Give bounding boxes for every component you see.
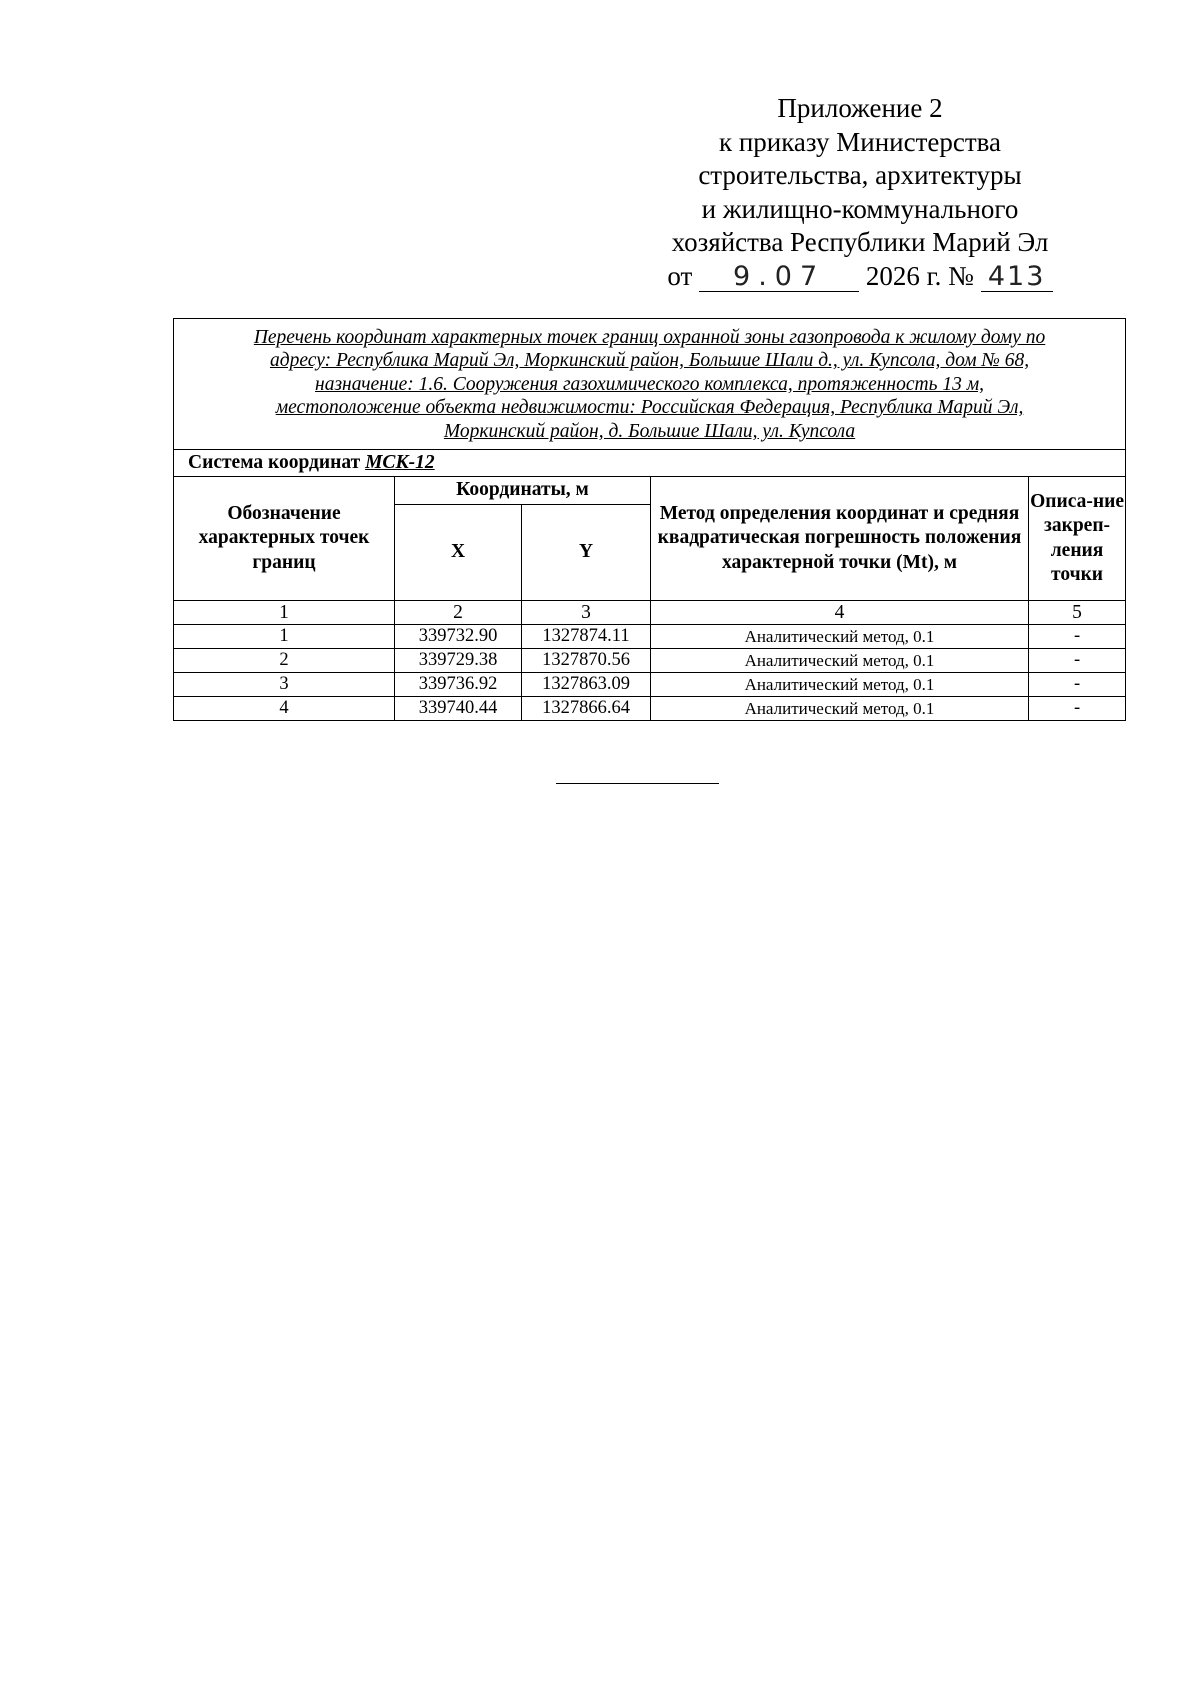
appendix-order-line: к приказу Министерства [718,126,1002,157]
coordinate-system-row [174,450,1126,477]
coordinate-system-name: МСК-12 [365,452,435,473]
date-prefix: от [667,260,693,291]
coord-y: 1327863.09 [522,673,651,697]
description: - [1029,649,1126,673]
caption-line: назначение: 1.6. Сооружения газохимического комплекса, протяженность 13 м, [315,373,985,395]
handwritten-order-number: 413 [981,263,1053,292]
description: - [1029,697,1126,721]
point-id: 1 [174,625,395,649]
header-method: Метод определения координат и средняя квадратическая погрешность положения характерной точки (Mt), м [651,477,1029,601]
caption-line: Моркинский район, д. Большие Шали, ул. Купсола [443,420,856,442]
order-date-line [640,260,1080,294]
caption-line: Перечень координат характерных точек границ охранной зоны газопровода к жилому дому по [253,326,1046,348]
appendix-ministry-line-1: строительства, архитектуры [698,160,1022,190]
description: - [1029,625,1126,649]
point-id: 4 [174,697,395,721]
coordinates-table [173,318,1126,721]
caption-line: адресу: Республика Марий Эл, Моркинский район, Большие Шали д., ул. Купсола, дом № 68, [269,350,1030,372]
method: Аналитический метод, 0.1 [651,697,1029,721]
appendix-title: Приложение 2 [777,93,943,123]
header-description: Описа-ние закреп-ления точки [1029,477,1126,601]
header-point-designation: Обозначение характерных точек границ [174,477,395,601]
appendix-header [640,92,1080,293]
method: Аналитический метод, 0.1 [651,625,1029,649]
caption-line: местоположение объекта недвижимости: Российская Федерация, Республика Марий Эл, [275,397,1024,419]
handwritten-date: 9.07 [699,263,859,292]
coordinate-system-label: Система координат [188,452,361,473]
header-coordinates: Координаты, м [395,477,651,505]
point-id: 3 [174,673,395,697]
point-id: 2 [174,649,395,673]
header-x: X [395,505,522,601]
number-sign: № [948,260,974,291]
column-number: 3 [522,601,651,625]
column-number: 2 [395,601,522,625]
column-numbers-row [174,601,1126,625]
appendix-ministry-line-2: и жилищно-коммунального [701,193,1019,224]
header-y: Y [522,505,651,601]
table-caption [174,319,1126,450]
coord-x: 339736.92 [395,673,522,697]
coord-y: 1327874.11 [522,625,651,649]
coord-y: 1327866.64 [522,697,651,721]
table-row [174,697,1126,721]
column-number: 1 [174,601,395,625]
coord-x: 339740.44 [395,697,522,721]
column-number: 5 [1029,601,1126,625]
table-row [174,673,1126,697]
method: Аналитический метод, 0.1 [651,649,1029,673]
description: - [1029,673,1126,697]
closing-divider [556,783,719,784]
column-number: 4 [651,601,1029,625]
coord-x: 339732.90 [395,625,522,649]
coord-y: 1327870.56 [522,649,651,673]
table-row [174,649,1126,673]
coord-x: 339729.38 [395,649,522,673]
appendix-ministry-line-3: хозяйства Республики Марий Эл [671,227,1049,257]
order-year: 2026 г. [865,260,942,291]
table-row [174,625,1126,649]
method: Аналитический метод, 0.1 [651,673,1029,697]
